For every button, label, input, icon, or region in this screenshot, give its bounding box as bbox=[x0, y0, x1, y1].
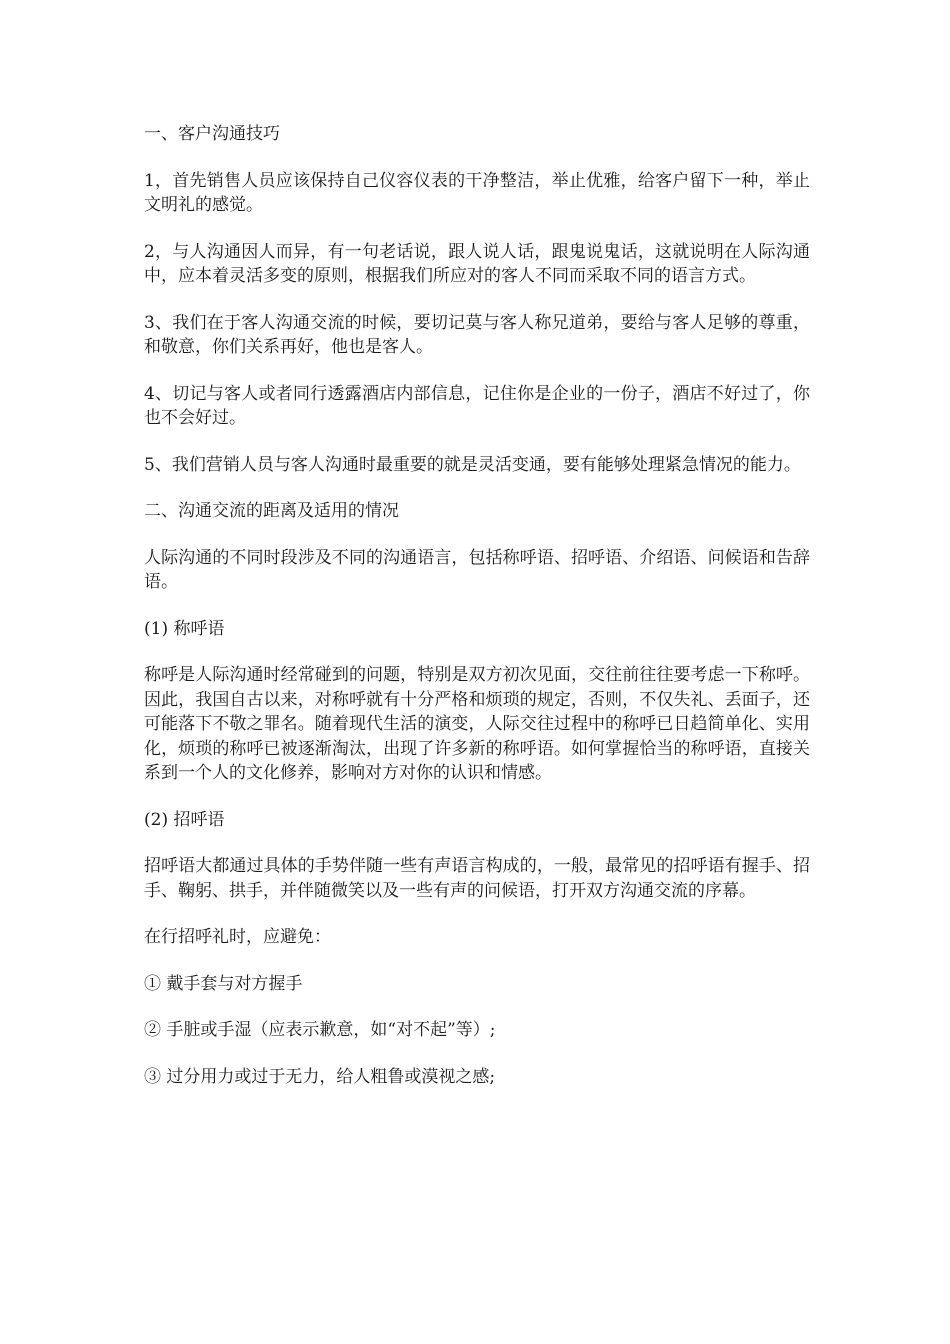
paragraph-tip-2: 2，与人沟通因人而异，有一句老话说，跟人说人话，跟鬼说鬼话，这就说明在人际沟通中，应本着灵活多变的原则，根据我们所应对的客人不同而采取不同的语言方式。 bbox=[144, 241, 810, 286]
paragraph-tip-1: 1，首先销售人员应该保持自己仪容仪表的干净整洁，举止优雅，给客户留下一种，举止文明礼的感觉。 bbox=[144, 170, 810, 215]
paragraph-tip-3: 3、我们在于客人沟通交流的时候，要切记莫与客人称兄道弟，要给与客人足够的尊重，和敬意，你们关系再好，他也是客人。 bbox=[144, 312, 810, 357]
subheading-salutations: (2) 招呼语 bbox=[144, 809, 225, 830]
paragraph-greeting-terms: 称呼是人际沟通时经常碰到的问题，特别是双方初次见面，交往前往往要考虑一下称呼。因此，我国自古以来，对称呼就有十分严格和烦琐的规定，否则，不仅失礼、丢面子，还可能落下不敬之罪名。随着现代生活的演变，人际交往过程中的称呼已日趋简单化、实用化，烦琐的称呼已被逐渐淘汰，出现了许多新的称呼语。如何掌握恰当的称呼语，直接关系到一个人的文化修养，影响对方对你的认识和情感。 bbox=[144, 665, 810, 783]
list-item-avoid-3: ③ 过分用力或过于无力，给人粗鲁或漠视之感; bbox=[144, 1066, 496, 1087]
list-item-avoid-2: ② 手脏或手湿（应表示歉意，如“对不起”等）; bbox=[144, 1020, 496, 1040]
paragraph-salutations: 招呼语大都通过具体的手势伴随一些有声语言构成的，一般，最常见的招呼语有握手、招手、鞠躬、拱手，并伴随微笑以及一些有声的问候语，打开双方沟通交流的序幕。 bbox=[144, 856, 810, 901]
document-body bbox=[144, 122, 810, 1111]
paragraph-tip-5: 5、我们营销人员与客人沟通时最重要的就是灵活变通，要有能够处理紧急情况的能力。 bbox=[144, 454, 801, 475]
paragraph-avoid-intro: 在行招呼礼时，应避免： bbox=[144, 927, 331, 947]
list-item-avoid-1: ① 戴手套与对方握手 bbox=[144, 973, 303, 994]
subheading-greeting-terms: (1) 称呼语 bbox=[144, 618, 225, 639]
paragraph-tip-4: 4、切记与客人或者同行透露酒店内部信息，记住你是企业的一份子，酒店不好过了，你也不会好过。 bbox=[144, 383, 810, 428]
section-heading-2: 二、沟通交流的距离及适用的情况 bbox=[144, 501, 399, 521]
section-heading-1: 一、客户沟通技巧 bbox=[144, 124, 280, 144]
paragraph-intro: 人际沟通的不同时段涉及不同的沟通语言，包括称呼语、招呼语、介绍语、问候语和告辞语。 bbox=[144, 547, 810, 592]
